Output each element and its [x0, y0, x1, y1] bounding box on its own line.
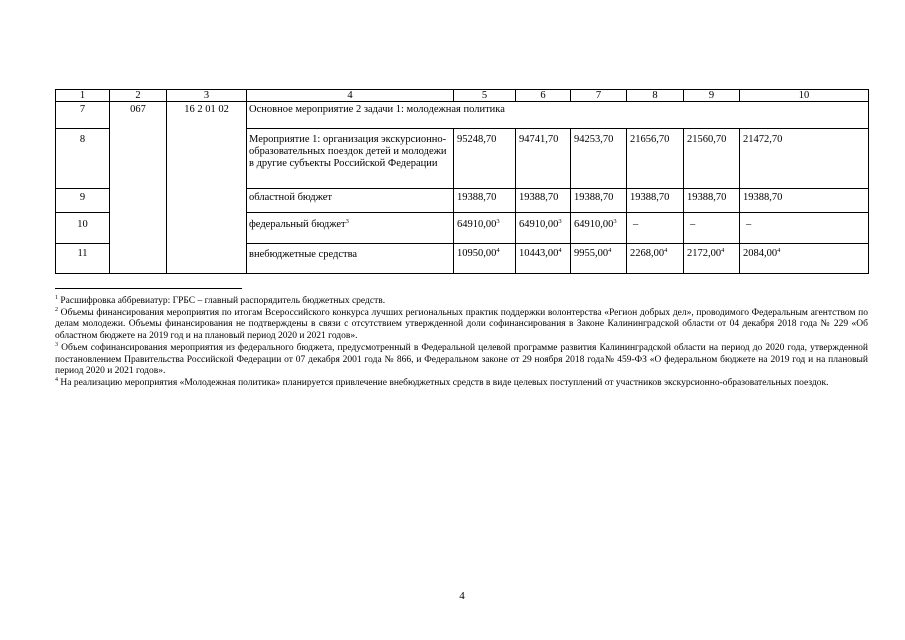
row-number: 10 [56, 213, 110, 244]
value-cell [684, 244, 740, 274]
footnote-text: Объем софинансирования мероприятия из федерального бюджета, предусмотренный в Федеральной целевой программе развития Калининградской области на период до 2020 года, утвержденной постановлением Правительства Российской Федерации от 07 декабря 2001 года № 866, и Федеральном законе от 29 ноября 2018 года№ 459-ФЗ «О федеральном бюджете на 2019 год и на плановый период 2020 и 2021 годов». [55, 342, 868, 377]
row-number: 7 [56, 102, 110, 129]
value-text: 2084,00 [743, 248, 778, 259]
value-cell: 95248,70 [454, 129, 516, 189]
header-cell: 1 [56, 90, 110, 102]
table-header-row [56, 90, 869, 102]
main-event-title: Основное мероприятие 2 задачи 1: молодежная политика [247, 102, 869, 129]
csr-code: 16 2 01 02 [167, 102, 247, 274]
value-cell: 19388,70 [740, 189, 869, 213]
value-cell [454, 244, 516, 274]
value-text: 9955,00 [574, 248, 609, 259]
footnote-number: 2 [55, 306, 58, 313]
header-cell: 10 [740, 90, 869, 102]
footnote [55, 378, 868, 390]
header-cell: 6 [516, 90, 571, 102]
footnote-separator [55, 288, 242, 289]
value-cell [516, 213, 571, 244]
value-cell [516, 244, 571, 274]
header-cell: 8 [627, 90, 684, 102]
value-cell: 21656,70 [627, 129, 684, 189]
value-cell: – [740, 213, 869, 244]
value-text: 10950,00 [457, 248, 497, 259]
value-cell: 19388,70 [684, 189, 740, 213]
value-text: 10443,00 [519, 248, 559, 259]
funding-source [247, 213, 454, 244]
footnote-mark: 3 [613, 218, 617, 225]
footnote-number: 4 [55, 376, 58, 383]
footnotes [55, 296, 868, 390]
row-number: 11 [56, 244, 110, 274]
footnote [55, 343, 868, 378]
footnote-mark: 4 [608, 247, 612, 254]
value-text: 64910,00 [457, 219, 497, 230]
footnote-mark: 4 [664, 247, 668, 254]
footnote-mark: 3 [345, 218, 349, 225]
footnote [55, 308, 868, 343]
value-text: 64910,00 [519, 219, 559, 230]
value-cell: – [627, 213, 684, 244]
footnote-mark: 4 [558, 247, 562, 254]
table-row [56, 102, 869, 129]
header-cell: 4 [247, 90, 454, 102]
value-cell: 19388,70 [571, 189, 627, 213]
event-name: Мероприятие 1: организация экскурсионно-образовательных поездок детей и молодежи в другие субъекты Российской Федерации [247, 129, 454, 189]
value-cell: 19388,70 [627, 189, 684, 213]
funding-source: областной бюджет [247, 189, 454, 213]
footnote-mark: 3 [558, 218, 562, 225]
value-cell: 19388,70 [454, 189, 516, 213]
footnote-number: 3 [55, 341, 58, 348]
value-text: 2172,00 [687, 248, 722, 259]
footnote-text: На реализацию мероприятия «Молодежная политика» планируется привлечение внебюджетных средств в виде целевых поступлений от участников экскурсионно-образовательных поездок. [60, 377, 829, 388]
value-cell [571, 213, 627, 244]
header-cell: 3 [167, 90, 247, 102]
header-cell: 9 [684, 90, 740, 102]
footnote-mark: 4 [777, 247, 781, 254]
footnote-mark: 4 [496, 247, 500, 254]
footnote-number: 1 [55, 295, 58, 301]
value-cell: 21472,70 [740, 129, 869, 189]
row-number: 9 [56, 189, 110, 213]
value-cell [571, 244, 627, 274]
footnote-mark: 3 [496, 218, 500, 225]
value-cell [740, 244, 869, 274]
footnote-mark: 4 [721, 247, 725, 254]
value-text: 2268,00 [630, 248, 665, 259]
footnote-text: Объемы финансирования мероприятия по итогам Всероссийского конкурса лучших региональных практик поддержки волонтерства «Регион добрых дел», проводимого Федеральным агентством по делам молодежи. Объемы финансирования не подтверждены в связи с отсутствием утвержденной доли софинансирования в Законе Калининградской области от 04 декабря 2018 года № 229 «Об областном бюджете на 2019 год и на плановый период 2020 и 2021 годов». [55, 307, 868, 342]
funding-source-label: федеральный бюджет [249, 219, 346, 230]
budget-table [55, 89, 869, 274]
value-cell: – [684, 213, 740, 244]
page-number: 4 [459, 590, 465, 602]
value-cell [627, 244, 684, 274]
header-cell: 7 [571, 90, 627, 102]
row-number: 8 [56, 129, 110, 189]
funding-source: внебюджетные средства [247, 244, 454, 274]
grbs-code: 067 [110, 102, 167, 274]
value-cell [454, 213, 516, 244]
header-cell: 5 [454, 90, 516, 102]
value-text: 64910,00 [574, 219, 614, 230]
footnote [55, 296, 868, 308]
value-cell: 19388,70 [516, 189, 571, 213]
footnote-text: Расшифровка аббревиатур: ГРБС – главный распорядитель бюджетных средств. [60, 296, 386, 306]
value-cell: 21560,70 [684, 129, 740, 189]
value-cell: 94741,70 [516, 129, 571, 189]
value-cell: 94253,70 [571, 129, 627, 189]
header-cell: 2 [110, 90, 167, 102]
